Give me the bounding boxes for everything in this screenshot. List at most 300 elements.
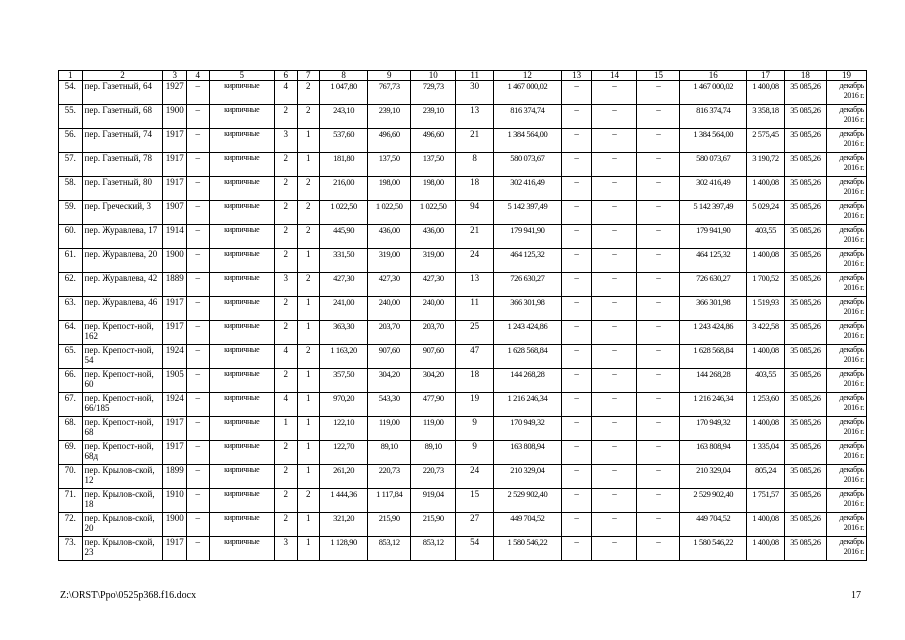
table-cell: 5 142 397,49 xyxy=(494,201,562,225)
table-cell: 1 400,08 xyxy=(747,249,785,273)
table-cell: 2 xyxy=(297,225,320,249)
table-cell: 35 085,26 xyxy=(784,345,826,369)
table-cell: 3 422,58 xyxy=(747,321,785,345)
table-cell: 319,00 xyxy=(368,249,411,273)
table-cell: 47 xyxy=(456,345,494,369)
table-cell: – xyxy=(561,465,592,489)
table-cell: 1 163,20 xyxy=(320,345,368,369)
table-cell: 30 xyxy=(456,81,494,105)
table-cell: 27 xyxy=(456,513,494,537)
table-cell: – xyxy=(592,249,637,273)
table-cell: 170 949,32 xyxy=(494,417,562,441)
table-cell: – xyxy=(637,465,680,489)
table-cell: – xyxy=(592,81,637,105)
table-cell: 1900 xyxy=(163,513,187,537)
table-cell: – xyxy=(637,153,680,177)
table-cell: 543,30 xyxy=(368,393,411,417)
table-cell: 67. xyxy=(59,393,83,417)
table-header-row xyxy=(59,71,867,81)
table-cell: 35 085,26 xyxy=(784,297,826,321)
table-cell: 580 073,67 xyxy=(680,153,747,177)
table-cell: 89,10 xyxy=(368,441,411,465)
table-cell: 243,10 xyxy=(320,105,368,129)
table-cell: – xyxy=(186,225,209,249)
column-number-cell: 4 xyxy=(186,71,209,81)
table-cell: 71. xyxy=(59,489,83,513)
table-cell: – xyxy=(186,105,209,129)
table-cell: – xyxy=(561,393,592,417)
table-cell: пер. Крепост-ной, 54 xyxy=(82,345,163,369)
table-cell: – xyxy=(186,393,209,417)
table-cell: 220,73 xyxy=(411,465,456,489)
table-cell: 4 xyxy=(275,393,298,417)
table-cell: – xyxy=(186,321,209,345)
table-cell: кирпичные xyxy=(209,81,275,105)
table-cell: 89,10 xyxy=(411,441,456,465)
table-cell: 35 085,26 xyxy=(784,225,826,249)
table-cell: 1 022,50 xyxy=(411,201,456,225)
table-cell: кирпичные xyxy=(209,321,275,345)
column-number-cell: 7 xyxy=(297,71,320,81)
table-cell: 35 085,26 xyxy=(784,393,826,417)
table-cell: 1 400,08 xyxy=(747,345,785,369)
table-cell: 35 085,26 xyxy=(784,201,826,225)
table-cell: 35 085,26 xyxy=(784,417,826,441)
table-cell: 1 467 000,02 xyxy=(680,81,747,105)
table-cell: 1 700,52 xyxy=(747,273,785,297)
table-cell: 357,50 xyxy=(320,369,368,393)
table-cell: – xyxy=(637,129,680,153)
table-cell: 21 xyxy=(456,129,494,153)
table-cell: 3 xyxy=(275,273,298,297)
table-cell: 15 xyxy=(456,489,494,513)
table-cell: 1 400,08 xyxy=(747,417,785,441)
table-cell: 65. xyxy=(59,345,83,369)
table-cell: – xyxy=(186,201,209,225)
table-cell: – xyxy=(186,489,209,513)
table-row xyxy=(59,393,867,417)
table-cell: – xyxy=(561,441,592,465)
table-cell: декабрь 2016 г. xyxy=(826,297,866,321)
table-cell: 35 085,26 xyxy=(784,369,826,393)
table-cell: кирпичные xyxy=(209,225,275,249)
table-cell: – xyxy=(186,417,209,441)
table-cell: 449 704,52 xyxy=(680,513,747,537)
table-cell: 239,10 xyxy=(411,105,456,129)
table-cell: декабрь 2016 г. xyxy=(826,129,866,153)
table-cell: 62. xyxy=(59,273,83,297)
table-cell: пер. Журавлева, 17 xyxy=(82,225,163,249)
column-number-cell: 11 xyxy=(456,71,494,81)
table-cell: 69. xyxy=(59,441,83,465)
table-cell: 19 xyxy=(456,393,494,417)
table-cell: 496,60 xyxy=(368,129,411,153)
table-cell: – xyxy=(592,177,637,201)
table-cell: декабрь 2016 г. xyxy=(826,345,866,369)
table-cell: – xyxy=(186,297,209,321)
table-cell: 56. xyxy=(59,129,83,153)
table-cell: 54 xyxy=(456,537,494,561)
table-cell: 3 358,18 xyxy=(747,105,785,129)
table-cell: 1 xyxy=(297,513,320,537)
table-cell: – xyxy=(592,513,637,537)
table-cell: декабрь 2016 г. xyxy=(826,249,866,273)
table-cell: 2 xyxy=(275,465,298,489)
table-cell: пер. Греческий, 3 xyxy=(82,201,163,225)
table-cell: 1 xyxy=(275,417,298,441)
table-cell: 35 085,26 xyxy=(784,105,826,129)
table-cell: пер. Крылов-ской, 12 xyxy=(82,465,163,489)
table-cell: 35 085,26 xyxy=(784,465,826,489)
table-row xyxy=(59,249,867,273)
table-cell: 1 335,04 xyxy=(747,441,785,465)
table-cell: 1 128,90 xyxy=(320,537,368,561)
column-number-cell: 3 xyxy=(163,71,187,81)
table-cell: пер. Газетный, 80 xyxy=(82,177,163,201)
table-cell: 58. xyxy=(59,177,83,201)
table-row xyxy=(59,153,867,177)
table-cell: – xyxy=(561,177,592,201)
table-cell: 61. xyxy=(59,249,83,273)
table-cell: – xyxy=(637,249,680,273)
table-cell: 2 575,45 xyxy=(747,129,785,153)
column-number-cell: 16 xyxy=(680,71,747,81)
table-cell: 1 xyxy=(297,465,320,489)
table-cell: декабрь 2016 г. xyxy=(826,417,866,441)
table-cell: 816 374,74 xyxy=(680,105,747,129)
table-cell: 119,00 xyxy=(368,417,411,441)
table-row xyxy=(59,465,867,489)
table-cell: – xyxy=(637,201,680,225)
table-cell: 11 xyxy=(456,297,494,321)
table-cell: кирпичные xyxy=(209,177,275,201)
table-cell: 1 243 424,86 xyxy=(494,321,562,345)
table-cell: 35 085,26 xyxy=(784,489,826,513)
table-cell: – xyxy=(592,465,637,489)
table-cell: декабрь 2016 г. xyxy=(826,273,866,297)
table-cell: декабрь 2016 г. xyxy=(826,393,866,417)
table-cell: 24 xyxy=(456,465,494,489)
table-cell: – xyxy=(561,81,592,105)
table-cell: кирпичные xyxy=(209,129,275,153)
table-cell: – xyxy=(592,345,637,369)
table-cell: 1 400,08 xyxy=(747,537,785,561)
table-cell: 2 xyxy=(275,489,298,513)
table-cell: – xyxy=(186,249,209,273)
table-cell: 1917 xyxy=(163,153,187,177)
table-cell: 366 301,98 xyxy=(494,297,562,321)
table-cell: 1 xyxy=(297,441,320,465)
table-cell: – xyxy=(592,129,637,153)
table-cell: – xyxy=(561,153,592,177)
table-cell: 1 580 546,22 xyxy=(494,537,562,561)
table-cell: 464 125,32 xyxy=(680,249,747,273)
table-cell: 477,90 xyxy=(411,393,456,417)
table-cell: 729,73 xyxy=(411,81,456,105)
table-cell: 119,00 xyxy=(411,417,456,441)
table-cell: 1 xyxy=(297,153,320,177)
table-cell: 2 xyxy=(297,177,320,201)
table-cell: – xyxy=(592,369,637,393)
table-cell: 2 xyxy=(275,153,298,177)
table-cell: 1889 xyxy=(163,273,187,297)
table-cell: 2 xyxy=(297,345,320,369)
table-cell: 35 085,26 xyxy=(784,249,826,273)
table-cell: 2 xyxy=(275,225,298,249)
column-number-cell: 14 xyxy=(592,71,637,81)
table-cell: 239,10 xyxy=(368,105,411,129)
page-number: 17 xyxy=(851,590,861,601)
table-cell: – xyxy=(561,345,592,369)
table-cell: 363,30 xyxy=(320,321,368,345)
table-cell: 63. xyxy=(59,297,83,321)
table-cell: 2 xyxy=(275,369,298,393)
table-cell: 302 416,49 xyxy=(680,177,747,201)
column-number-cell: 9 xyxy=(368,71,411,81)
table-cell: 1907 xyxy=(163,201,187,225)
table-cell: – xyxy=(637,321,680,345)
table-cell: 496,60 xyxy=(411,129,456,153)
table-cell: – xyxy=(561,249,592,273)
table-cell: пер. Крылов-ской, 23 xyxy=(82,537,163,561)
table-cell: 179 941,90 xyxy=(680,225,747,249)
table-cell: 35 085,26 xyxy=(784,129,826,153)
table-row xyxy=(59,369,867,393)
table-cell: пер. Крылов-ской, 20 xyxy=(82,513,163,537)
table-cell: 2 xyxy=(297,81,320,105)
table-cell: 35 085,26 xyxy=(784,513,826,537)
table-cell: декабрь 2016 г. xyxy=(826,153,866,177)
table-cell: 2 xyxy=(275,249,298,273)
table-row xyxy=(59,81,867,105)
table-cell: 3 190,72 xyxy=(747,153,785,177)
table-cell: – xyxy=(637,489,680,513)
table-cell: кирпичные xyxy=(209,513,275,537)
table-cell: 2 xyxy=(275,321,298,345)
table-cell: кирпичные xyxy=(209,489,275,513)
table-cell: 2 xyxy=(275,105,298,129)
table-cell: – xyxy=(637,81,680,105)
table-cell: 436,00 xyxy=(368,225,411,249)
table-cell: 137,50 xyxy=(368,153,411,177)
table-cell: 970,20 xyxy=(320,393,368,417)
table-cell: 210 329,04 xyxy=(494,465,562,489)
table-cell: 2 xyxy=(297,489,320,513)
table-cell: декабрь 2016 г. xyxy=(826,465,866,489)
table-cell: – xyxy=(561,321,592,345)
table-cell: – xyxy=(186,369,209,393)
table-cell: 4 xyxy=(275,81,298,105)
table-cell: 726 630,27 xyxy=(494,273,562,297)
table-cell: 1 628 568,84 xyxy=(494,345,562,369)
table-cell: декабрь 2016 г. xyxy=(826,225,866,249)
table-cell: кирпичные xyxy=(209,393,275,417)
table-cell: 427,30 xyxy=(411,273,456,297)
table-cell: 35 085,26 xyxy=(784,177,826,201)
table-cell: 1917 xyxy=(163,321,187,345)
table-cell: 1 628 568,84 xyxy=(680,345,747,369)
table-cell: 403,55 xyxy=(747,225,785,249)
table-cell: кирпичные xyxy=(209,297,275,321)
column-number-cell: 6 xyxy=(275,71,298,81)
table-row xyxy=(59,537,867,561)
table-cell: – xyxy=(592,417,637,441)
table-cell: – xyxy=(637,417,680,441)
table-row xyxy=(59,441,867,465)
table-cell: 18 xyxy=(456,369,494,393)
table-row xyxy=(59,297,867,321)
table-cell: 220,73 xyxy=(368,465,411,489)
table-cell: 5 029,24 xyxy=(747,201,785,225)
table-cell: 1924 xyxy=(163,345,187,369)
table-cell: 1 400,08 xyxy=(747,81,785,105)
table-cell: – xyxy=(637,393,680,417)
table-cell: пер. Крепост-ной, 60 xyxy=(82,369,163,393)
table-cell: декабрь 2016 г. xyxy=(826,105,866,129)
table-cell: 1927 xyxy=(163,81,187,105)
table-cell: 60. xyxy=(59,225,83,249)
table-cell: 1914 xyxy=(163,225,187,249)
table-cell: 1 022,50 xyxy=(320,201,368,225)
table-cell: – xyxy=(186,465,209,489)
document-path: Z:\ORST\Ppo\0525p368.f16.docx xyxy=(60,590,197,601)
table-cell: – xyxy=(592,297,637,321)
table-cell: 2 xyxy=(297,201,320,225)
table-cell: 464 125,32 xyxy=(494,249,562,273)
table-cell: кирпичные xyxy=(209,273,275,297)
table-row xyxy=(59,513,867,537)
table-cell: – xyxy=(592,393,637,417)
table-row xyxy=(59,177,867,201)
table-cell: 2 xyxy=(275,201,298,225)
table-cell: 215,90 xyxy=(368,513,411,537)
table-cell: 144 268,28 xyxy=(680,369,747,393)
table-cell: 5 142 397,49 xyxy=(680,201,747,225)
column-number-cell: 12 xyxy=(494,71,562,81)
table-cell: 1 400,08 xyxy=(747,513,785,537)
table-cell: пер. Журавлева, 46 xyxy=(82,297,163,321)
table-cell: 1 022,50 xyxy=(368,201,411,225)
table-cell: 9 xyxy=(456,441,494,465)
table-cell: 179 941,90 xyxy=(494,225,562,249)
table-cell: пер. Крепост-ной, 162 xyxy=(82,321,163,345)
table-cell: – xyxy=(561,417,592,441)
table-cell: 1 467 000,02 xyxy=(494,81,562,105)
table-cell: 907,60 xyxy=(411,345,456,369)
table-cell: 1 400,08 xyxy=(747,177,785,201)
table-cell: 2 529 902,40 xyxy=(494,489,562,513)
table-cell: кирпичные xyxy=(209,465,275,489)
table-cell: кирпичные xyxy=(209,201,275,225)
table-cell: 59. xyxy=(59,201,83,225)
table-cell: пер. Журавлева, 42 xyxy=(82,273,163,297)
table-cell: 853,12 xyxy=(368,537,411,561)
table-cell: 1905 xyxy=(163,369,187,393)
table-cell: 1 444,36 xyxy=(320,489,368,513)
table-cell: 1 xyxy=(297,537,320,561)
table-cell: 35 085,26 xyxy=(784,321,826,345)
table-cell: 331,50 xyxy=(320,249,368,273)
table-cell: 1 047,80 xyxy=(320,81,368,105)
table-cell: – xyxy=(592,201,637,225)
table-cell: 1 117,84 xyxy=(368,489,411,513)
table-cell: 1900 xyxy=(163,105,187,129)
table-cell: 215,90 xyxy=(411,513,456,537)
table-cell: 1 580 546,22 xyxy=(680,537,747,561)
table-cell: 1 xyxy=(297,417,320,441)
table-cell: 240,00 xyxy=(411,297,456,321)
table-cell: – xyxy=(637,105,680,129)
table-cell: 919,04 xyxy=(411,489,456,513)
table-cell: 853,12 xyxy=(411,537,456,561)
column-number-cell: 1 xyxy=(59,71,83,81)
table-cell: пер. Крепост-ной, 66/185 xyxy=(82,393,163,417)
table-cell: 3 xyxy=(275,129,298,153)
table-cell: – xyxy=(592,321,637,345)
table-cell: 241,00 xyxy=(320,297,368,321)
column-number-cell: 8 xyxy=(320,71,368,81)
table-cell: – xyxy=(186,513,209,537)
table-cell: 304,20 xyxy=(411,369,456,393)
table-cell: – xyxy=(186,177,209,201)
table-cell: 1 243 424,86 xyxy=(680,321,747,345)
table-cell: 302 416,49 xyxy=(494,177,562,201)
table-cell: 805,24 xyxy=(747,465,785,489)
table-cell: 445,90 xyxy=(320,225,368,249)
table-cell: 55. xyxy=(59,105,83,129)
table-cell: – xyxy=(592,225,637,249)
table-cell: кирпичные xyxy=(209,441,275,465)
table-cell: 216,00 xyxy=(320,177,368,201)
table-cell: – xyxy=(637,177,680,201)
table-cell: пер. Крылов-ской, 18 xyxy=(82,489,163,513)
table-cell: 144 268,28 xyxy=(494,369,562,393)
column-number-cell: 2 xyxy=(82,71,163,81)
table-cell: 198,00 xyxy=(368,177,411,201)
table-cell: 72. xyxy=(59,513,83,537)
table-row xyxy=(59,225,867,249)
table-cell: 198,00 xyxy=(411,177,456,201)
table-cell: кирпичные xyxy=(209,417,275,441)
table-cell: 1 xyxy=(297,393,320,417)
table-cell: 1 xyxy=(297,129,320,153)
table-cell: – xyxy=(561,297,592,321)
table-cell: 35 085,26 xyxy=(784,81,826,105)
table-cell: 203,70 xyxy=(411,321,456,345)
table-cell: декабрь 2016 г. xyxy=(826,489,866,513)
table-cell: декабрь 2016 г. xyxy=(826,321,866,345)
table-cell: 68. xyxy=(59,417,83,441)
table-cell: 137,50 xyxy=(411,153,456,177)
table-cell: 1899 xyxy=(163,465,187,489)
table-cell: – xyxy=(561,201,592,225)
table-cell: декабрь 2016 г. xyxy=(826,537,866,561)
column-number-cell: 5 xyxy=(209,71,275,81)
table-cell: 261,20 xyxy=(320,465,368,489)
table-cell: – xyxy=(561,489,592,513)
table-cell: – xyxy=(637,369,680,393)
table-cell: 2 xyxy=(275,297,298,321)
table-cell: 35 085,26 xyxy=(784,153,826,177)
table-cell: – xyxy=(637,225,680,249)
table-cell: декабрь 2016 г. xyxy=(826,177,866,201)
column-number-cell: 19 xyxy=(826,71,866,81)
table-cell: 25 xyxy=(456,321,494,345)
table-cell: 1 384 564,00 xyxy=(494,129,562,153)
table-cell: декабрь 2016 г. xyxy=(826,441,866,465)
table-cell: – xyxy=(637,441,680,465)
table-cell: – xyxy=(561,513,592,537)
